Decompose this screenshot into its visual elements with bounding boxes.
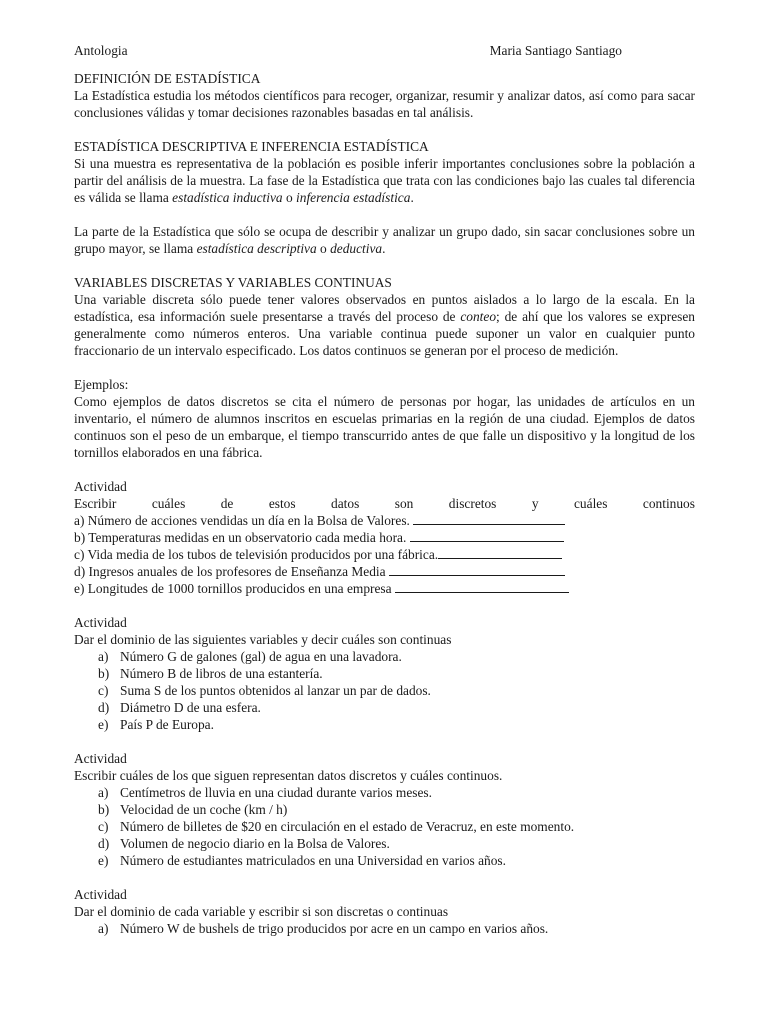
list-item: b) Número B de libros de una estantería. <box>98 666 323 681</box>
list-item: d) Ingresos anuales de los profesores de Enseñanza Media <box>74 563 695 580</box>
activity-title: Actividad <box>74 751 127 766</box>
list-item: d) Diámetro D de una esfera. <box>98 700 261 715</box>
section-title: ESTADÍSTICA DESCRIPTIVA E INFERENCIA ESTADÍSTICA <box>74 139 429 154</box>
document-page <box>74 42 695 937</box>
section-paragraph: Si una muestra es representativa de la población es posible inferir importantes conclusiones sobre la población a partir del análisis de la muestra. La fase de la Estadística que trata con las condiciones bajo las cuales tal diferencia es válida se llama estadística inductiva o inferencia estadística. <box>74 156 695 205</box>
answer-blank[interactable] <box>413 512 565 525</box>
activity-3 <box>74 750 695 869</box>
section-descriptiva <box>74 138 695 257</box>
list-item: d) Volumen de negocio diario en la Bolsa de Valores. <box>98 836 390 851</box>
section-title: Ejemplos: <box>74 377 129 392</box>
section-ejemplos <box>74 376 695 461</box>
activity-title: Actividad <box>74 615 127 630</box>
section-paragraph: La Estadística estudia los métodos científicos para recoger, organizar, resumir y analizar datos, así como para sacar conclusiones válidas y tomar decisiones razonables basadas en tal análisis. <box>74 88 695 120</box>
activity-instruction: Escribir cuáles de estos datos son discretos y cuáles continuos <box>74 496 695 511</box>
header-author: Maria Santiago Santiago <box>489 43 622 58</box>
list-item: c) Vida media de los tubos de televisión producidos por una fábrica. <box>74 546 695 563</box>
section-paragraph: Una variable discreta sólo puede tener valores observados en puntos aislados a lo largo de la escala. En la estadística, esa información suele presentarse a través del proceso de conteo; de ahí que los valores se expresen generalmente como números enteros. Una variable continua puede suponer un valor en cualquier punto fraccionario de un intervalo especificado. Los datos continuos se generan por el proceso de medición. <box>74 292 695 358</box>
activity-title: Actividad <box>74 887 127 902</box>
list-item: e) País P de Europa. <box>98 717 214 732</box>
answer-blank[interactable] <box>438 546 562 559</box>
activity-instruction: Dar el dominio de las siguientes variables y decir cuáles son continuas <box>74 632 452 647</box>
activity-4 <box>74 886 695 937</box>
activity-title: Actividad <box>74 479 127 494</box>
answer-blank[interactable] <box>389 563 565 576</box>
list-item: e) Número de estudiantes matriculados en una Universidad en varios años. <box>98 853 506 868</box>
activity-instruction: Dar el dominio de cada variable y escribir si son discretas o continuas <box>74 904 449 919</box>
section-title: VARIABLES DISCRETAS Y VARIABLES CONTINUAS <box>74 275 392 290</box>
list-item: a) Centímetros de lluvia en una ciudad durante varios meses. <box>98 785 432 800</box>
list-item: a) Número W de bushels de trigo producidos por acre en un campo en varios años. <box>98 921 549 936</box>
activity-instruction: Escribir cuáles de los que siguen representan datos discretos y cuáles continuos. <box>74 768 503 783</box>
section-definicion <box>74 70 695 121</box>
list-item: a) Número de acciones vendidas un día en la Bolsa de Valores. <box>74 512 695 529</box>
section-paragraph: Como ejemplos de datos discretos se cita el número de personas por hogar, las unidades de artículos en un inventario, el número de alumnos inscritos en escuelas primarias en la región de una ciudad. Ejemplos de datos continuos son el peso de un embarque, el tiempo transcurrido antes de que falle un dispositivo y la longitud de los tornillos elaborados en una fábrica. <box>74 394 695 460</box>
answer-blank[interactable] <box>410 529 564 542</box>
section-title: DEFINICIÓN DE ESTADÍSTICA <box>74 71 261 86</box>
answer-blank[interactable] <box>395 580 569 593</box>
section-variables <box>74 274 695 359</box>
list-item: b) Temperaturas medidas en un observatorio cada media hora. <box>74 529 695 546</box>
page-header <box>74 42 695 59</box>
section-paragraph: La parte de la Estadística que sólo se ocupa de describir y analizar un grupo dado, sin sacar conclusiones sobre un grupo mayor, se llama estadística descriptiva o deductiva. <box>74 224 695 256</box>
list-item: b) Velocidad de un coche (km / h) <box>98 802 288 817</box>
list-item: c) Suma S de los puntos obtenidos al lanzar un par de dados. <box>98 683 431 698</box>
activity-2 <box>74 614 695 733</box>
list-item: e) Longitudes de 1000 tornillos producidos en una empresa <box>74 580 695 597</box>
list-item: a) Número G de galones (gal) de agua en una lavadora. <box>98 649 402 664</box>
header-left: Antologia <box>74 43 128 58</box>
list-item: c) Número de billetes de $20 en circulación en el estado de Veracruz, en este momento. <box>98 819 575 834</box>
activity-1 <box>74 478 695 597</box>
